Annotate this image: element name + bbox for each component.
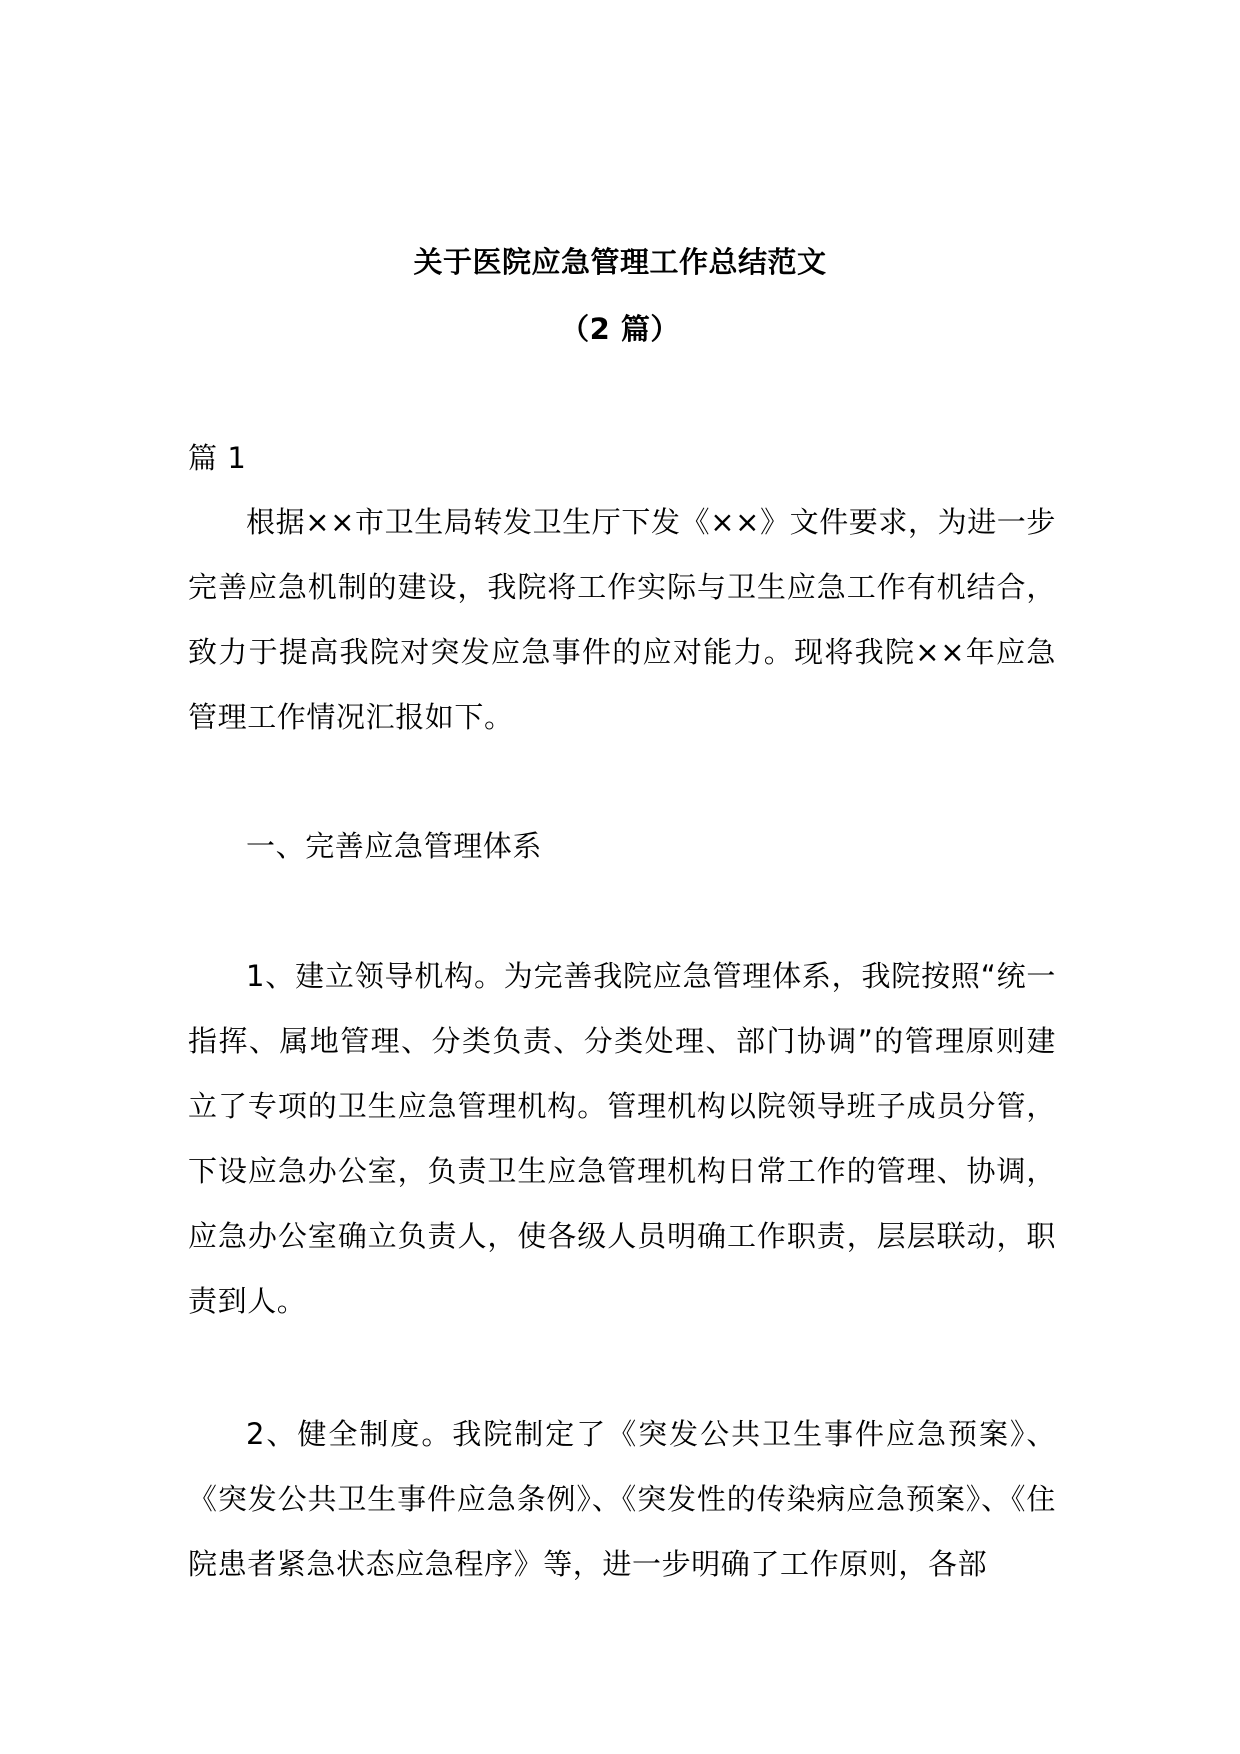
intro-paragraph: 根据××市卫生局转发卫生厅下发《××》文件要求，为进一步完善应急机制的建设，我院将工作实际与卫生应急工作有机结合，致力于提高我院对突发应急事件的应对能力。现将我院××年应急管理工作情况汇报如下。 — [188, 505, 1056, 734]
document-subtitle: （2 篇） — [560, 312, 680, 346]
body-paragraph-system: 2、健全制度。我院制定了《突发公共卫生事件应急预案》、《突发公共卫生事件应急条例》、《突发性的传染病应急预案》、《住院患者紧急状态应急程序》等，进一步明确了工作原则，各部 — [188, 1417, 1056, 1581]
document-title: 关于医院应急管理工作总结范文 — [413, 245, 827, 279]
section-label: 篇 1 — [188, 441, 247, 475]
section-heading: 一、完善应急管理体系 — [246, 829, 543, 863]
body-paragraph-leadership: 1、建立领导机构。为完善我院应急管理体系，我院按照“统一指挥、属地管理、分类负责、分类处理、部门协调”的管理原则建立了专项的卫生应急管理机构。管理机构以院领导班子成员分管，下设应急办公室，负责卫生应急管理机构日常工作的管理、协调，应急办公室确立负责人，使各级人员明确工作职责，层层联动，职责到人。 — [188, 959, 1056, 1318]
